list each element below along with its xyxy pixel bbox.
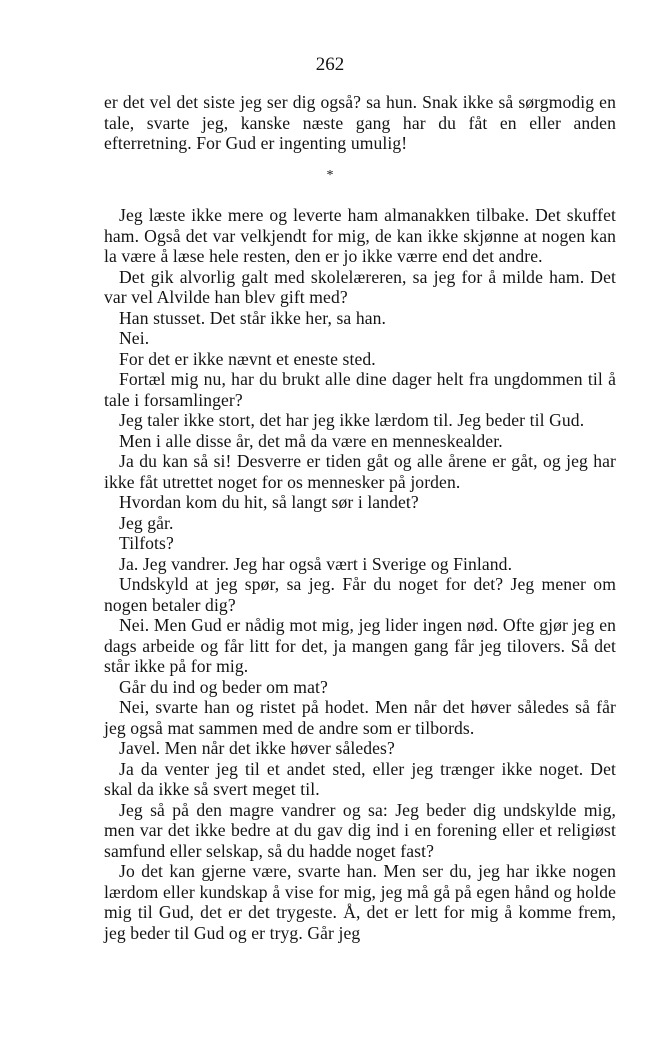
paragraph: Jeg så på den magre vandrer og sa: Jeg beder dig undskylde mig, men var det ikke bedre at du gav dig ind i en forening eller et religiøst samfund eller selskap, så du hadde noget fast? — [104, 799, 616, 861]
paragraph: For det er ikke nævnt et eneste sted. — [119, 348, 376, 369]
paragraph: Fortæl mig nu, har du brukt alle dine dager helt fra ungdommen til å tale i forsamlinger? — [104, 369, 616, 410]
paragraph: Han stusset. Det står ikke her, sa han. — [119, 307, 387, 328]
paragraph: Undskyld at jeg spør, sa jeg. Får du noget for det? Jeg mener om nogen betaler dig? — [104, 574, 616, 615]
paragraph: Nei, svarte han og ristet på hodet. Men når det høver således så får jeg også mat sammen med de andre som er tilbords. — [104, 697, 616, 738]
text-section-1 — [104, 92, 616, 154]
paragraph: Jeg taler ikke stort, det har jeg ikke lærdom til. Jeg beder til Gud. — [119, 410, 585, 430]
paragraph: Nei. — [119, 328, 150, 348]
paragraph: Javel. Men når det ikke høver således? — [119, 738, 395, 758]
paragraph: Men i alle disse år, det må da være en menneskealder. — [119, 430, 503, 451]
paragraph: Det gik alvorlig galt med skolelæreren, sa jeg for å milde ham. Det var vel Alvilde han blev gift med? — [104, 266, 616, 307]
paragraph: Jo det kan gjerne være, svarte han. Men ser du, jeg har ikke nogen lærdom eller kundskap å vise for mig, jeg må gå på egen hånd og holde mig til Gud, det er det trygeste. Å, det er lett for mig å komme frem, jeg beder til Gud og er tryg. Går jeg — [104, 861, 616, 943]
paragraph: Går du ind og beder om mat? — [119, 676, 328, 697]
section-separator: * — [326, 168, 334, 183]
page-number: 262 — [315, 54, 345, 75]
paragraph: Jeg går. — [119, 512, 174, 533]
paragraph: Jeg læste ikke mere og leverte ham almanakken tilbake. Det skuffet ham. Også det var velkjendt for mig, de kan ikke skjønne at nogen kan la være å læse hele resten, den er jo ikke værre end det andre. — [104, 205, 616, 266]
paragraph: Ja. Jeg vandrer. Jeg har også vært i Sverige og Finland. — [119, 553, 513, 574]
paragraph: Tilfots? — [119, 533, 174, 553]
text-section-2 — [104, 205, 616, 943]
paragraph: Nei. Men Gud er nådig mot mig, jeg lider ingen nød. Ofte gjør jeg en dags arbeide og får litt for det, ja mangen gang får jeg tilovers. Så det står ikke på for mig. — [104, 615, 616, 676]
paragraph: Ja da venter jeg til et andet sted, eller jeg trænger ikke noget. Det skal da ikke så svert meget til. — [104, 758, 616, 799]
paragraph: Hvordan kom du hit, så langt sør i landet? — [119, 492, 419, 512]
paragraph: er det vel det siste jeg ser dig også? sa hun. Snak ikke så sørgmodig en tale, svarte jeg, kanske næste gang har du fåt en eller anden efterretning. For Gud er ingenting umulig! — [104, 92, 616, 153]
paragraph: Ja du kan så si! Desverre er tiden gåt og alle årene er gåt, og jeg har ikke fåt utrettet noget for os mennesker på jorden. — [104, 451, 616, 492]
